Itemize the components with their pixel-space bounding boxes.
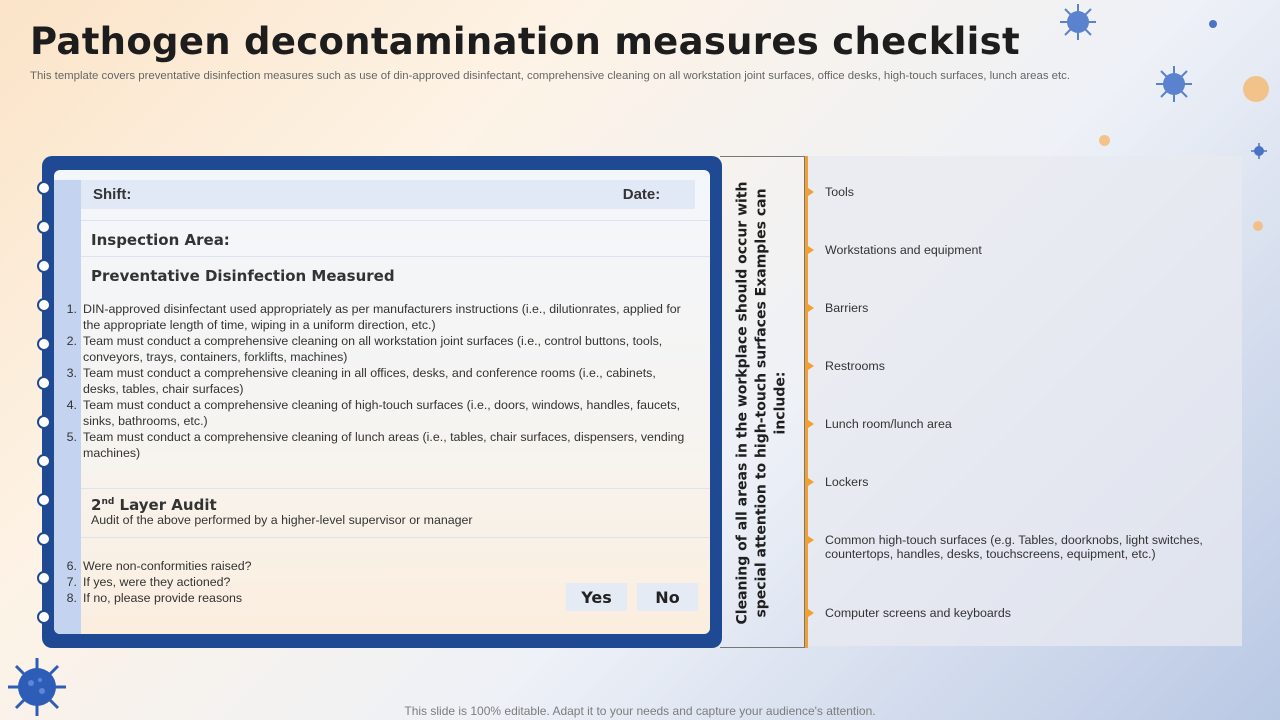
spiral-ring (37, 220, 51, 234)
spiral-ring (37, 454, 51, 468)
bullet-icon (808, 609, 814, 617)
virus-icon-small (1251, 143, 1267, 159)
footer-note: This slide is 100% editable. Adapt it to your needs and capture your audience's attention. (404, 704, 876, 718)
spiral-ring (37, 493, 51, 507)
no-button[interactable]: No (637, 583, 698, 611)
divider (81, 537, 710, 538)
yes-button[interactable]: Yes (566, 583, 627, 611)
preventative-heading: Preventative Disinfection Measured (91, 267, 395, 285)
list-item: 2. Team must conduct a comprehensive cleaning on all workstation joint surfaces (i.e., control buttons, tools, conveyors, trays, containers, forklifts, machines) (66, 334, 663, 364)
divider (81, 488, 710, 489)
spiral-ring (37, 571, 51, 585)
shift-label: Shift: (93, 186, 132, 203)
bullet-icon (808, 246, 814, 254)
list-item: 8. If no, please provide reasons (66, 591, 243, 605)
audit-heading: 2nd Layer Audit (91, 496, 217, 514)
vertical-caption: Cleaning of all areas in the workplace should occur with special attention to high-touch surfaces Examples can include: (734, 181, 789, 625)
date-field[interactable] (588, 180, 695, 209)
shift-field[interactable] (81, 180, 589, 209)
vertical-caption-panel (720, 156, 805, 648)
page-subtitle: This template covers preventative disinfection measures such as use of din-approved disinfectant, comprehensive cleaning on all workstation joint surfaces, office desks, high-touch surfaces, lunch areas etc. (30, 70, 1071, 82)
list-item: 3. Team must conduct a comprehensive cleaning in all offices, desks, and conference rooms (i.e., cabinets, desks, tables, chair surfaces) (66, 366, 656, 396)
blue-dot-1 (1209, 20, 1217, 28)
bullet-icon (808, 536, 814, 544)
spiral-ring (37, 337, 51, 351)
list-item: 7. If yes, were they actioned? (66, 575, 231, 589)
spiral-ring (37, 259, 51, 273)
bullet-icon (808, 420, 814, 428)
bullet-icon (808, 478, 814, 486)
inspection-area-label: Inspection Area: (91, 231, 230, 249)
list-item: 6. Were non-conformities raised? (66, 559, 252, 573)
page-title: Pathogen decontamination measures checklist (30, 20, 1020, 63)
examples-panel: Tools Workstations and equipment Barriers Restrooms Lunch room/lunch area Lockers Common high-touch surfaces (e.g. Tables, doorknobs, light switches, countertops, handles, desks, touchscreens, equipment, etc.) Computer screens and keyboards (808, 156, 1242, 646)
audit-description: Audit of the above performed by a higher-level supervisor or manager (91, 513, 473, 527)
list-item: 5. Team must conduct a comprehensive cleaning of lunch areas (i.e., tables, chair surfaces, dispensers, vending machines) (66, 430, 685, 460)
spiral-ring (37, 532, 51, 546)
spiral-ring (37, 415, 51, 429)
list-item: 1. DIN-approved disinfectant used appropriately as per manufacturers instructions (i.e., dilutionrates, applied for the appropriate length of time, wiping in a uniform direction, etc.) (66, 302, 681, 332)
date-label: Date: (622, 186, 661, 203)
divider (81, 256, 710, 257)
bullet-icon (808, 188, 814, 196)
spiral-ring (37, 181, 51, 195)
bullet-icon (808, 304, 814, 312)
checklist-paper (54, 170, 710, 634)
spiral-ring (37, 298, 51, 312)
virus-icon-top (1058, 2, 1098, 42)
spiral-ring (37, 376, 51, 390)
spiral-ring (37, 610, 51, 624)
list-item: 4. Team must conduct a comprehensive cleaning of high-touch surfaces (i.e., doors, windows, handles, faucets, sinks, bathrooms, etc.) (66, 398, 681, 428)
bullet-icon (808, 362, 814, 370)
divider (81, 220, 710, 221)
orange-dot-3 (1253, 221, 1263, 231)
orange-dot-1 (1243, 76, 1269, 102)
measures-list (62, 301, 692, 461)
orange-dot-2 (1099, 135, 1110, 146)
